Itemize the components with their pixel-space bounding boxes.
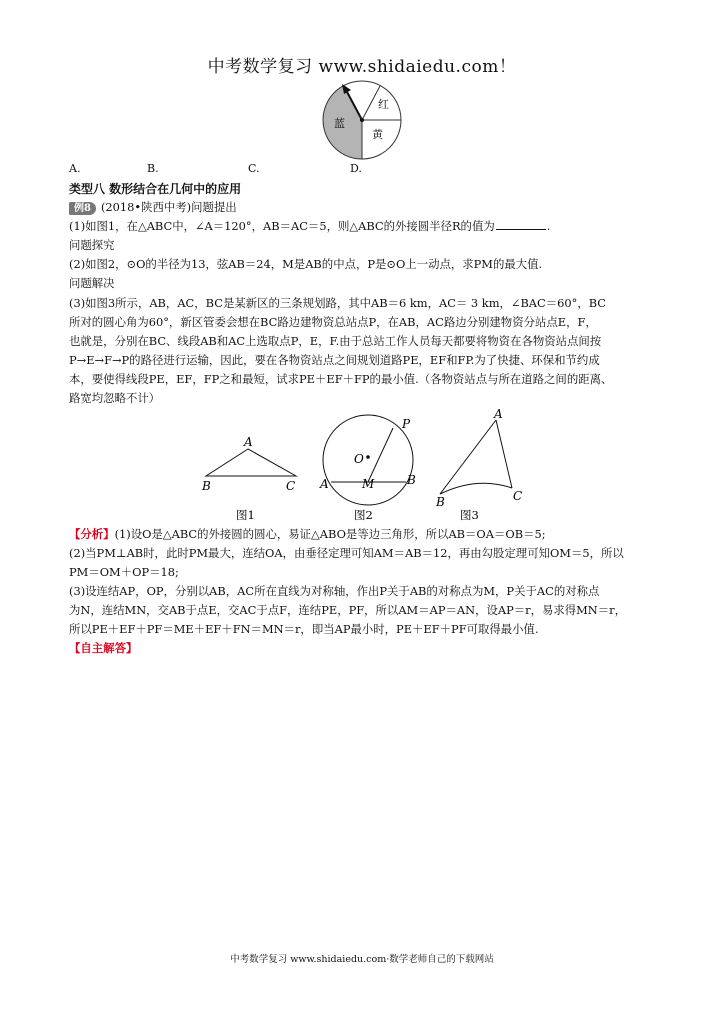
fig2-label-p: P: [402, 417, 411, 431]
example-badge: 例8: [69, 202, 96, 215]
analysis-line: 为N，连结MN，交AB于点E，交AC于点F，连结PE，PF，所以AM＝AP＝AN，设AP＝r，易求得MN＝r，: [69, 603, 627, 617]
question-3-line: 所对的圆心角为60°，新区管委会想在BC路边建物资总站点P，在AB，AC路边分别建物资分站点E，F，: [69, 315, 597, 329]
section-solve: 问题解决: [69, 276, 115, 290]
example-source: (2018•陕西中考)问题提出: [100, 200, 237, 214]
road-ac: [496, 420, 512, 488]
option-a: A.: [69, 162, 81, 175]
spinner-label-red: 红: [378, 98, 389, 111]
analysis-label: 【分析】: [69, 527, 115, 541]
analysis-line: (2)当PM⊥AB时，此时PM最大，连结OA，由垂径定理可知AM＝AB＝12，再由勾股定理可知OM＝5，所以: [69, 546, 624, 560]
analysis-line: (3)设连结AP，OP，分别以AB，AC所在直线为对称轴，作出P关于AB的对称点为M，P关于AC的对称点: [69, 584, 600, 598]
question-2: (2)如图2，⊙O的半径为13，弦AB＝24，M是AB的中点，P是⊙O上一动点，求PM的最大值.: [69, 257, 543, 271]
road-bc-arc: [440, 483, 512, 494]
option-b: B.: [147, 162, 159, 175]
question-3-line: 路宽均忽略不计）: [69, 391, 161, 405]
page-header: 中考数学复习 www.shidaiedu.com！: [207, 57, 517, 77]
fig3-label-c: C: [513, 489, 523, 503]
figure-1: [196, 432, 306, 524]
question-3-line: 本，要使得线段PE，EF，FP之和最短，试求PE＋EF＋FP的最小值.（各物资站点与所在道路之间的距离、: [69, 372, 613, 386]
center-o-dot: [366, 455, 370, 459]
segment-pm: [368, 428, 393, 482]
question-3-line: 也就是，分别在BC、线段AB和AC上选取点P，E，F.由于总站工作人员每天都要将物资在各物资站点间按: [69, 334, 602, 348]
fig1-label-a: A: [244, 435, 253, 449]
spinner-label-blue: 蓝: [334, 117, 345, 130]
answer-blank: [496, 219, 546, 230]
question-1: (1)如图1，在△ABC中，∠A＝120°，AB＝AC＝5，则△ABC的外接圆半径R的值为 .: [69, 219, 551, 233]
question-3-line: P→E→F→P的路径进行运输，因此，要在各物资站点之间规划道路PE，EF和FP.为了快捷、环保和节约成: [69, 353, 600, 367]
spinner-figure: [320, 78, 404, 162]
fig3-label-a: A: [494, 408, 503, 421]
fig3-label-b: B: [436, 495, 445, 509]
option-c: C.: [248, 162, 260, 175]
section-explore: 问题探究: [69, 238, 115, 252]
type-title: 类型八 数形结合在几何中的应用: [69, 182, 242, 196]
self-answer-label: 【自主解答】: [69, 641, 138, 655]
figure-2: [316, 410, 421, 524]
analysis-line: 所以PE＋EF＋PF＝ME＋EF＋FN＝MN＝r，即当AP最小时，PE＋EF＋PF可取得最小值.: [69, 622, 539, 636]
question-3-line: (3)如图3所示，AB，AC，BC是某新区的三条规划路，其中AB＝6 km，AC＝ 3 km，∠BAC＝60°，BC: [69, 296, 607, 310]
spinner-label-yellow: 黄: [372, 128, 383, 141]
fig3-caption: 图3: [460, 508, 479, 522]
triangle-abc: [206, 449, 296, 476]
fig1-label-c: C: [286, 479, 296, 493]
analysis-line: PM＝OM＋OP＝18;: [69, 565, 179, 579]
analysis-line: 【分析】(1)设O是△ABC的外接圆的圆心，易证△ABO是等边三角形，所以AB＝OA＝OB＝5;: [69, 527, 546, 541]
fig2-label-m: M: [362, 477, 375, 491]
figure-3: [432, 408, 532, 524]
example-header: [69, 198, 237, 217]
page-footer: 中考数学复习 www.shidaiedu.com·数学老师自己的下载网站: [230, 954, 494, 965]
fig2-label-a: A: [320, 477, 329, 491]
fig1-caption: 图1: [236, 508, 255, 522]
circle-o: [323, 415, 413, 505]
fig2-label-o: O: [354, 452, 364, 466]
option-d: D.: [350, 162, 362, 175]
fig1-label-b: B: [202, 479, 211, 493]
fig2-label-b: B: [407, 473, 416, 487]
fig2-caption: 图2: [354, 508, 373, 522]
